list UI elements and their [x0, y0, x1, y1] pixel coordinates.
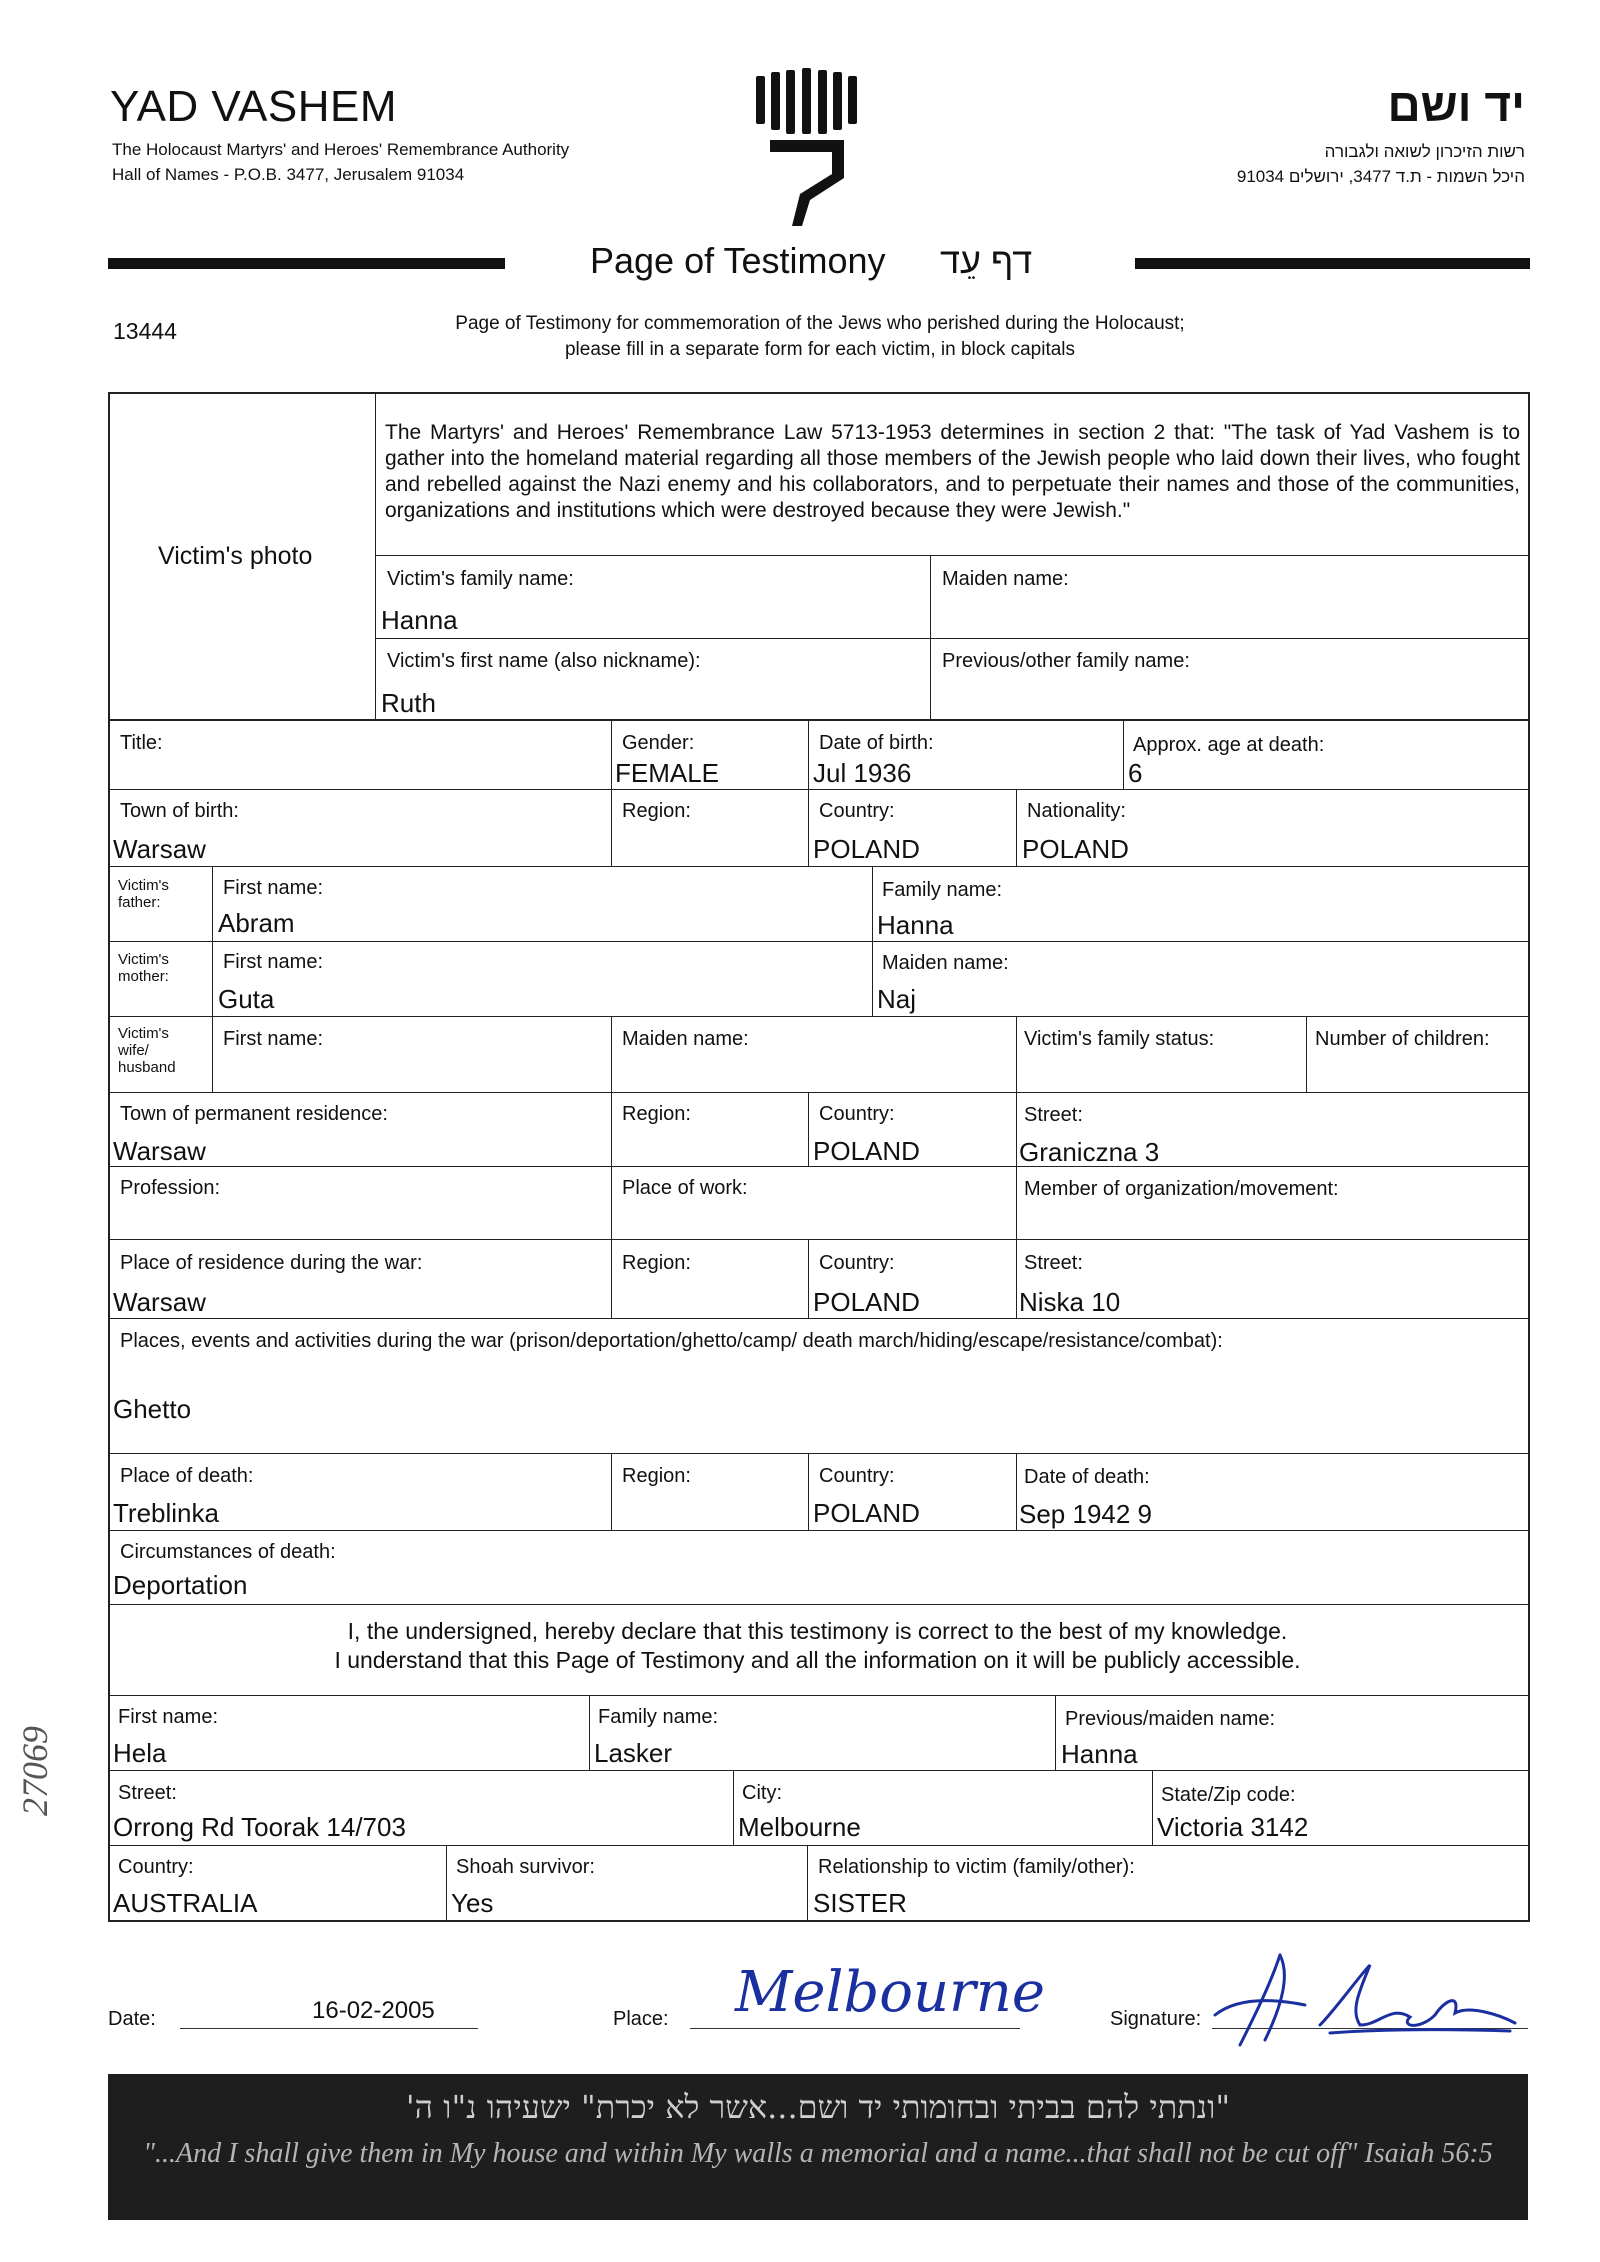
father-family-name-cell[interactable]	[872, 866, 1530, 942]
death-region-label: Region:	[622, 1465, 691, 1487]
date-of-birth-value: Jul 1936	[813, 758, 912, 788]
submitter-city-value: Melbourne	[738, 1812, 861, 1842]
spouse-first-name-label: First name:	[223, 1028, 324, 1050]
permanent-street-value: Graniczna 3	[1019, 1137, 1160, 1167]
law-text: The Martyrs' and Heroes' Remembrance Law 5713-1953 determines in section 2 that: "The task of Yad Vashem is to gather into the homeland material regarding all those members of the Jewish people who laid down their lives, who fought and rebelled against the Nazi enemy and his collaborators, and to perpetuate their names and those of the communities, organizations and institutions which were destroyed because they were Jewish."	[385, 421, 1520, 522]
place-of-death-label: Place of death:	[120, 1465, 254, 1487]
org-name-hebrew: יד ושם	[1387, 79, 1525, 131]
circumstances-value: Deportation	[113, 1570, 248, 1600]
gender-value: FEMALE	[615, 758, 720, 788]
shoah-survivor-label: Shoah survivor:	[456, 1856, 595, 1878]
permanent-region-label: Region:	[622, 1103, 691, 1125]
date-label: Date:	[108, 2008, 156, 2030]
war-region-cell[interactable]	[611, 1239, 809, 1319]
submitter-state-zip-label: State/Zip code:	[1161, 1784, 1296, 1806]
submitter-family-name-value: Lasker	[594, 1738, 673, 1768]
date-line	[180, 2028, 478, 2029]
declaration-line: I, the undersigned, hereby declare that this testimony is correct to the best of my knowledge.	[347, 1618, 1288, 1644]
submitter-country-value: AUSTRALIA	[113, 1888, 258, 1918]
father-first-name-value: Abram	[218, 908, 295, 938]
submitter-first-name-label: First name:	[118, 1706, 219, 1728]
profession-label: Profession:	[120, 1177, 221, 1199]
permanent-town-value: Warsaw	[113, 1136, 206, 1166]
war-residence-label: Place of residence during the war:	[120, 1252, 423, 1274]
maiden-name-label: Maiden name:	[942, 568, 1069, 590]
father-tag-label: Victim's father:	[118, 877, 169, 911]
father-family-name-value: Hanna	[877, 910, 954, 940]
page-title-hebrew: דף עֵד	[940, 240, 1033, 281]
place-value-handwritten[interactable]: Melbourne	[735, 1960, 1045, 2025]
org-address: Hall of Names - P.O.B. 3477, Jerusalem 91034	[112, 165, 465, 184]
place-label: Place:	[613, 2008, 669, 2030]
title-rule-left	[108, 258, 505, 269]
date-of-birth-label: Date of birth:	[819, 732, 934, 754]
circumstances-label: Circumstances of death:	[120, 1541, 336, 1563]
war-residence-value: Warsaw	[113, 1287, 206, 1317]
mother-first-name-label: First name:	[223, 951, 324, 973]
member-organization-label: Member of organization/movement:	[1024, 1178, 1339, 1200]
intro-line: Page of Testimony for commemoration of the Jews who perished during the Holocaust;	[455, 313, 1185, 334]
gender-label: Gender:	[622, 732, 695, 754]
war-street-label: Street:	[1024, 1252, 1083, 1274]
submitter-city-label: City:	[742, 1782, 782, 1804]
family-name-label: Victim's family name:	[387, 568, 574, 590]
org-address-hebrew: היכל השמות - ת.ד 3477, ירושלים 91034	[1236, 167, 1525, 186]
nationality-value: POLAND	[1022, 834, 1129, 864]
org-name: YAD VASHEM	[110, 82, 397, 131]
death-country-label: Country:	[819, 1465, 895, 1487]
org-subtitle: The Holocaust Martyrs' and Heroes' Remembrance Authority	[112, 140, 570, 159]
war-country-value: POLAND	[813, 1287, 920, 1317]
war-events-value: Ghetto	[113, 1394, 192, 1424]
mother-maiden-name-value: Naj	[877, 984, 917, 1014]
title-label: Title:	[120, 732, 163, 754]
quote-hebrew: "ונתתי להם בביתי ובחומותי יד ושם...אשר לא יכרת" ישעיהו נ"ו ה'	[405, 2088, 1231, 2126]
yad-vashem-emblem-icon	[752, 68, 862, 228]
mother-maiden-name-label: Maiden name:	[882, 952, 1009, 974]
father-first-name-label: First name:	[223, 877, 324, 899]
war-region-label: Region:	[622, 1252, 691, 1274]
quote-banner	[108, 2074, 1528, 2220]
submitter-street-value: Orrong Rd Toorak 14/703	[113, 1812, 406, 1842]
birth-country-value: POLAND	[813, 834, 920, 864]
date-value[interactable]: 16-02-2005	[312, 1997, 435, 2024]
document-number: 13444	[113, 318, 177, 344]
permanent-street-label: Street:	[1024, 1104, 1083, 1126]
father-family-name-label: Family name:	[882, 879, 1003, 901]
title-cell[interactable]	[108, 720, 612, 790]
war-events-label: Places, events and activities during the war (prison/deportation/ghetto/camp/ death march/hiding/escape/resistance/combat):	[120, 1330, 1223, 1352]
signature-label: Signature:	[1110, 2008, 1202, 2030]
submitter-country-label: Country:	[118, 1856, 194, 1878]
title-rule-right	[1135, 258, 1530, 269]
first-name-value: Ruth	[381, 688, 436, 718]
place-of-death-value: Treblinka	[113, 1498, 219, 1528]
victim-photo-label: Victim's photo	[158, 542, 313, 570]
submitter-maiden-name-value: Hanna	[1061, 1739, 1138, 1769]
previous-family-name-label: Previous/other family name:	[942, 650, 1190, 672]
approx-age-value: 6	[1128, 758, 1143, 788]
relationship-value: SISTER	[813, 1888, 907, 1918]
submitter-family-name-label: Family name:	[598, 1706, 719, 1728]
family-status-label: Victim's family status:	[1024, 1028, 1215, 1050]
intro-text	[350, 311, 1290, 363]
permanent-country-value: POLAND	[813, 1136, 920, 1166]
submitter-street-label: Street:	[118, 1782, 177, 1804]
nationality-label: Nationality:	[1027, 800, 1126, 822]
town-of-birth-value: Warsaw	[113, 834, 206, 864]
birth-region-label: Region:	[622, 800, 691, 822]
war-street-value: Niska 10	[1019, 1287, 1121, 1317]
org-subtitle-hebrew: רשות הזיכרון לשואה ולגבורה	[1324, 142, 1525, 161]
relationship-label: Relationship to victim (family/other):	[818, 1856, 1135, 1878]
date-of-death-label: Date of death:	[1024, 1466, 1150, 1488]
quote-english: "...And I shall give them in My house and within My walls a memorial and a name...that shall not be cut off" Isaiah 56:5	[143, 2138, 1493, 2169]
place-line	[690, 2028, 1020, 2029]
shoah-survivor-value: Yes	[451, 1888, 494, 1918]
permanent-country-label: Country:	[819, 1103, 895, 1125]
declaration-text	[110, 1617, 1525, 1675]
mother-first-name-value: Guta	[218, 984, 275, 1014]
submitter-state-zip-value: Victoria 3142	[1157, 1812, 1309, 1842]
children-count-label: Number of children:	[1315, 1028, 1490, 1050]
date-of-death-value: Sep 1942 9	[1019, 1499, 1153, 1529]
approx-age-label: Approx. age at death:	[1133, 734, 1325, 756]
first-name-label: Victim's first name (also nickname):	[387, 650, 701, 672]
town-of-birth-label: Town of birth:	[120, 800, 239, 822]
war-country-label: Country:	[819, 1252, 895, 1274]
submitter-maiden-name-label: Previous/maiden name:	[1065, 1708, 1276, 1730]
margin-handwritten-number: 27069	[15, 1726, 55, 1816]
birth-country-label: Country:	[819, 800, 895, 822]
declaration-line: I understand that this Page of Testimony and all the information on it will be publicly accessible.	[334, 1647, 1301, 1673]
intro-line: please fill in a separate form for each victim, in block capitals	[564, 339, 1076, 360]
spouse-tag-label: Victim's wife/ husband	[118, 1025, 176, 1076]
place-of-work-label: Place of work:	[622, 1177, 748, 1199]
mother-tag-label: Victim's mother:	[118, 951, 169, 985]
signature-handwritten-icon[interactable]	[1210, 1945, 1520, 2055]
submitter-first-name-value: Hela	[113, 1738, 167, 1768]
death-country-value: POLAND	[813, 1498, 920, 1528]
family-name-value: Hanna	[381, 605, 458, 635]
page-title: Page of Testimony	[590, 240, 886, 281]
spouse-maiden-name-label: Maiden name:	[622, 1028, 749, 1050]
permanent-town-label: Town of permanent residence:	[120, 1103, 388, 1125]
